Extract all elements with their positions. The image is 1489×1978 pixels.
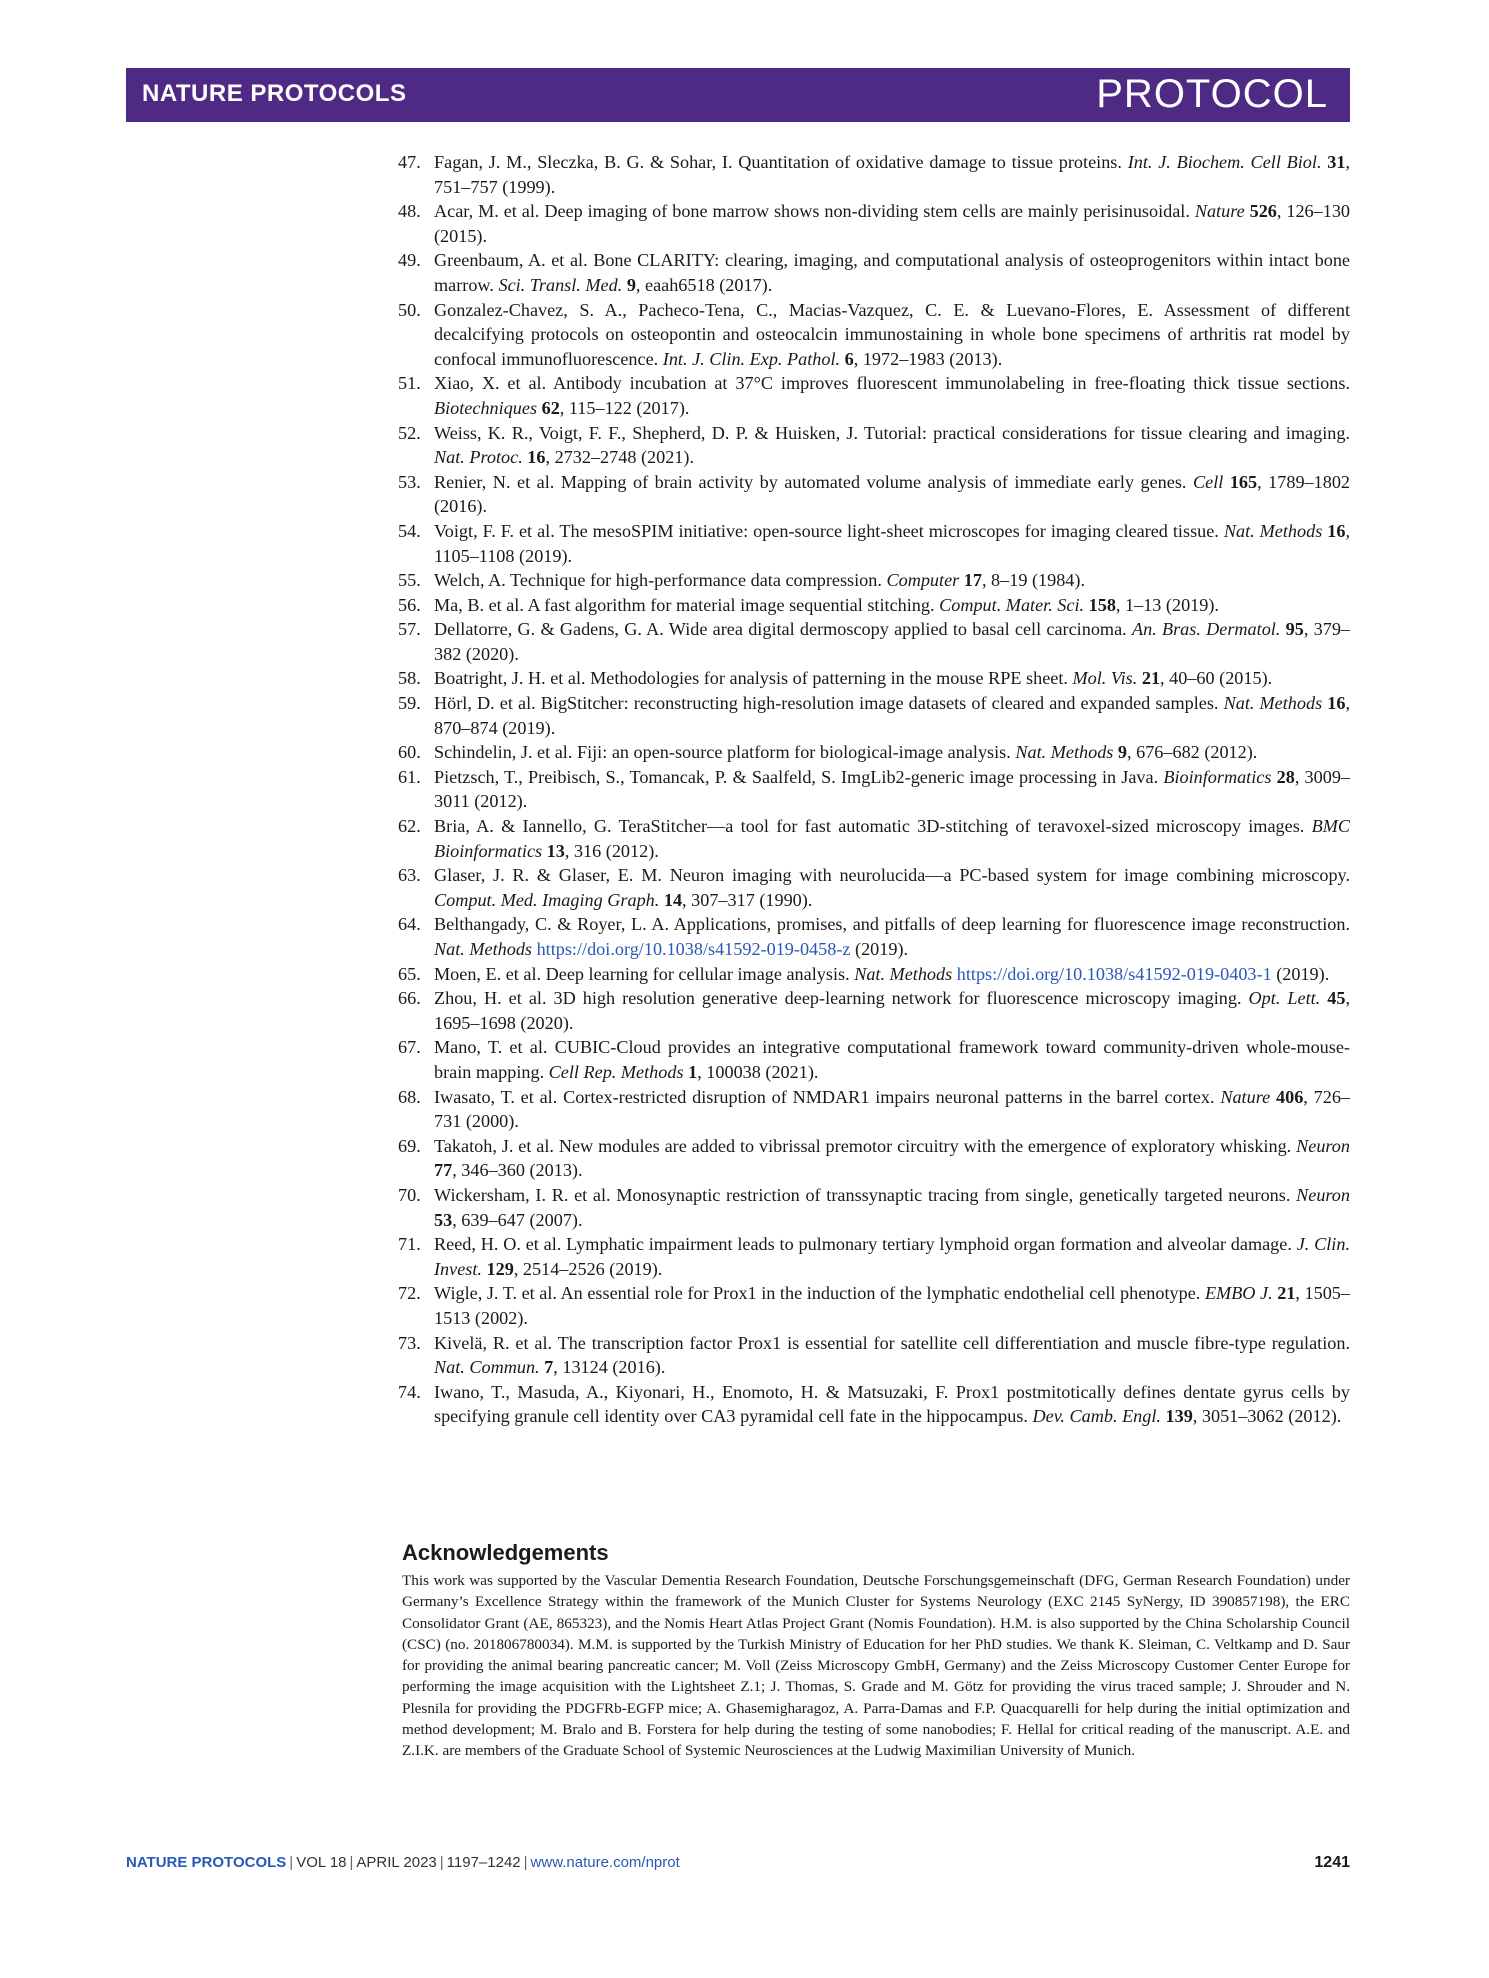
footer-journal: NATURE PROTOCOLS bbox=[126, 1854, 287, 1871]
reference-text: Dellatorre, G. & Gadens, G. A. Wide area digital dermoscopy applied to basal cell carcinoma. An. Bras. Dermatol. 95, 379–382 (2020). bbox=[434, 619, 1351, 664]
reference-item bbox=[400, 1134, 1350, 1183]
doi-link[interactable]: https://doi.org/10.1038/s41592-019-0403-1 bbox=[956, 963, 1272, 984]
reference-text: Iwasato, T. et al. Cortex-restricted disruption of NMDAR1 impairs neuronal patterns in the barrel cortex. Nature 406, 726–731 (2000). bbox=[434, 1086, 1351, 1132]
acknowledgements-body: This work was supported by the Vascular Dementia Research Foundation, Deutsche Forschungsgemeinschaft (DFG, German Research Foundation) under Germany’s Excellence Strategy within the framework of the Munich Cluster for Systems Neurology (EXC 2145 SyNergy, ID 390857198), the ERC Consolidator Grant (AE, 865323), and the Nomis Heart Atlas Project Grant (Nomis Foundation). H.M. is also supported by the China Scholarship Council (CSC) (no. 201806780034). M.M. is supported by the Turkish Ministry of Education for her PhD studies. We thank K. Sleiman, C. Veltkamp and D. Saur for providing the animal bearing pancreatic cancer; M. Voll (Zeiss Microscopy GmbH, Germany) and the Zeiss Microscopy Customer Center Europe for performing the image acquisition with the Lightsheet Z.1; J. Thomas, S. Grade and M. Götz for providing the virus traced sample; J. Shrouder and N. Plesnila for providing the PDGFRb-EGFP mice; A. Ghasemigharagoz, A. Parra-Damas and F.P. Quacquarelli for help during the initial optimization and method development; M. Bralo and B. Forstera for help during the testing of some nanobodies; F. Hellal for critical reading of the manuscript. A.E. and Z.I.K. are members of the Graduate School of Systemic Neurosciences at the Ludwig Maximilian University of Munich. bbox=[402, 1572, 1350, 1760]
reference-number: 61. bbox=[398, 766, 421, 787]
reference-item bbox=[400, 617, 1350, 666]
page-number: 1241 bbox=[1314, 1854, 1350, 1871]
reference-item bbox=[400, 1085, 1350, 1134]
reference-text: Weiss, K. R., Voigt, F. F., Shepherd, D. P. & Huisken, J. Tutorial: practical considerations for tissue clearing and imaging. Nat. Protoc. 16, 2732–2748 (2021). bbox=[434, 422, 1350, 468]
reference-text: Renier, N. et al. Mapping of brain activity by automated volume analysis of immediate early genes. Cell 165, 1789–1802 (2016). bbox=[434, 471, 1351, 517]
reference-item bbox=[400, 298, 1350, 372]
reference-text: Greenbaum, A. et al. Bone CLARITY: clearing, imaging, and computational analysis of osteoprogenitors within intact bone marrow. Sci. Transl. Med. 9, eaah6518 (2017). bbox=[434, 250, 1350, 295]
reference-number: 55. bbox=[398, 570, 421, 591]
reference-text: Xiao, X. et al. Antibody incubation at 37°C improves fluorescent immunolabeling in free-floating thick tissue sections. Biotechniques 62, 115–122 (2017). bbox=[434, 373, 1350, 418]
reference-text: Acar, M. et al. Deep imaging of bone marrow shows non-dividing stem cells are mainly perisinusoidal. Nature 526, 126–130 (2015). bbox=[434, 201, 1351, 246]
reference-item bbox=[400, 470, 1350, 519]
reference-item bbox=[400, 593, 1350, 618]
reference-number: 59. bbox=[398, 693, 421, 714]
reference-item bbox=[400, 1183, 1350, 1232]
reference-item bbox=[400, 150, 1350, 199]
reference-number: 58. bbox=[398, 668, 421, 689]
reference-text: Boatright, J. H. et al. Methodologies for analysis of patterning in the mouse RPE sheet. Mol. Vis. 21, 40–60 (2015). bbox=[434, 668, 1273, 689]
reference-item bbox=[400, 371, 1350, 420]
reference-number: 63. bbox=[398, 865, 421, 886]
reference-list bbox=[400, 150, 1350, 1429]
reference-item bbox=[400, 199, 1350, 248]
reference-item bbox=[400, 765, 1350, 814]
reference-text: Kivelä, R. et al. The transcription factor Prox1 is essential for satellite cell differentiation and muscle fibre-type regulation. Nat. Commun. 7, 13124 (2016). bbox=[434, 1332, 1350, 1378]
reference-text: Zhou, H. et al. 3D high resolution generative deep-learning network for fluorescence microscopy imaging. Opt. Lett. 45, 1695–1698 (2020). bbox=[434, 988, 1350, 1033]
reference-text: Bria, A. & Iannello, G. TeraStitcher—a tool for fast automatic 3D-stitching of teravoxel-sized microscopy images. BMC Bioinformatics 13, 316 (2012). bbox=[434, 816, 1350, 861]
journal-name: NATURE PROTOCOLS bbox=[142, 80, 407, 107]
reference-item bbox=[400, 568, 1350, 593]
reference-item bbox=[400, 740, 1350, 765]
reference-number: 54. bbox=[398, 520, 421, 541]
reference-text: Voigt, F. F. et al. The mesoSPIM initiative: open-source light-sheet microscopes for imaging cleared tissue. Nat. Methods 16, 1105–1108 (2019). bbox=[434, 520, 1350, 566]
footer-url-link[interactable]: www.nature.com/nprot bbox=[530, 1854, 680, 1871]
reference-text: Takatoh, J. et al. New modules are added to vibrissal premotor circuitry with the emergence of exploratory whisking. Neuron 77, 346–360 (2013). bbox=[434, 1135, 1350, 1181]
reference-number: 74. bbox=[398, 1381, 421, 1402]
reference-number: 49. bbox=[398, 250, 421, 271]
reference-item bbox=[400, 986, 1350, 1035]
reference-number: 51. bbox=[398, 373, 421, 394]
reference-number: 73. bbox=[398, 1332, 421, 1353]
footer-citation: NATURE PROTOCOLS | VOL 18 | APRIL 2023 | 1197–1242 | www.nature.com/nprot bbox=[126, 1854, 680, 1871]
reference-item bbox=[400, 1331, 1350, 1380]
reference-text: Wigle, J. T. et al. An essential role for Prox1 in the induction of the lymphatic endothelial cell phenotype. EMBO J. 21, 1505–1513 (2002). bbox=[434, 1283, 1350, 1328]
reference-item bbox=[400, 691, 1350, 740]
journal-banner bbox=[126, 68, 1350, 122]
acknowledgements-heading: Acknowledgements bbox=[402, 1540, 609, 1565]
reference-text: Hörl, D. et al. BigStitcher: reconstructing high-resolution image datasets of cleared and expanded samples. Nat. Methods 16, 870–874 (2019). bbox=[434, 693, 1350, 738]
reference-item bbox=[400, 1281, 1350, 1330]
reference-text: Ma, B. et al. A fast algorithm for material image sequential stitching. Comput. Mater. Sci. 158, 1–13 (2019). bbox=[434, 594, 1219, 615]
reference-text: Belthangady, C. & Royer, L. A. Applications, promises, and pitfalls of deep learning for fluorescence image reconstruction. Nat. Methods https://doi.org/10.1038/s41592-019-0458-z (2019). bbox=[434, 914, 1350, 959]
reference-number: 62. bbox=[398, 816, 421, 837]
reference-number: 47. bbox=[398, 152, 421, 172]
reference-number: 57. bbox=[398, 619, 421, 640]
reference-text: Moen, E. et al. Deep learning for cellular image analysis. Nat. Methods https://doi.org/10.1038/s41592-019-0403-1 (2019). bbox=[434, 963, 1330, 984]
reference-text: Welch, A. Technique for high-performance data compression. Computer 17, 8–19 (1984). bbox=[434, 570, 1086, 591]
reference-number: 52. bbox=[398, 422, 421, 443]
reference-text: Iwano, T., Masuda, A., Kiyonari, H., Enomoto, H. & Matsuzaki, F. Prox1 postmitotically defines dentate gyrus cells by specifying granule cell identity over CA3 pyramidal cell fate in the hippocampus. Dev. Camb. Engl. 139, 3051–3062 (2012). bbox=[434, 1381, 1350, 1427]
reference-number: 71. bbox=[398, 1234, 421, 1255]
reference-item bbox=[400, 1380, 1350, 1429]
article-type: PROTOCOL bbox=[1096, 72, 1328, 116]
doi-link[interactable]: https://doi.org/10.1038/s41592-019-0458-z bbox=[536, 939, 851, 959]
reference-text: Gonzalez-Chavez, S. A., Pacheco-Tena, C., Macias-Vazquez, C. E. & Luevano-Flores, E. Assessment of different decalcifying protocols on osteopontin and osteocalcin immunostaining in whole bone specimens of arthritis rat model by confocal immunofluorescence. Int. J. Clin. Exp. Pathol. 6, 1972–1983 (2013). bbox=[434, 299, 1350, 369]
reference-text: Wickersham, I. R. et al. Monosynaptic restriction of transsynaptic tracing from single, genetically targeted neurons. Neuron 53, 639–647 (2007). bbox=[434, 1184, 1350, 1230]
page-footer bbox=[126, 1854, 1350, 1878]
reference-text: Mano, T. et al. CUBIC-Cloud provides an integrative computational framework toward community-driven whole-mouse-brain mapping. Cell Rep. Methods 1, 100038 (2021). bbox=[434, 1037, 1350, 1082]
reference-number: 68. bbox=[398, 1086, 421, 1107]
reference-number: 56. bbox=[398, 594, 421, 615]
reference-text: Pietzsch, T., Preibisch, S., Tomancak, P. & Saalfeld, S. ImgLib2-generic image processing in Java. Bioinformatics 28, 3009–3011 (2012). bbox=[434, 766, 1351, 812]
reference-text: Schindelin, J. et al. Fiji: an open-source platform for biological-image analysis. Nat. Methods 9, 676–682 (2012). bbox=[434, 742, 1258, 763]
reference-item bbox=[400, 519, 1350, 568]
reference-text: Fagan, J. M., Sleczka, B. G. & Sohar, I. Quantitation of oxidative damage to tissue proteins. Int. J. Biochem. Cell Biol. 31, 751–757 (1999). bbox=[434, 152, 1351, 197]
reference-item bbox=[400, 248, 1350, 297]
reference-item bbox=[400, 666, 1350, 691]
footer-pages: 1197–1242 bbox=[446, 1854, 521, 1871]
reference-number: 48. bbox=[398, 201, 421, 222]
reference-number: 64. bbox=[398, 914, 421, 935]
reference-item bbox=[400, 814, 1350, 863]
reference-number: 67. bbox=[398, 1037, 421, 1058]
reference-number: 53. bbox=[398, 471, 421, 492]
reference-item bbox=[400, 863, 1350, 912]
reference-number: 65. bbox=[398, 963, 421, 984]
reference-item bbox=[400, 1035, 1350, 1084]
reference-number: 72. bbox=[398, 1283, 421, 1304]
reference-number: 60. bbox=[398, 742, 421, 763]
reference-number: 50. bbox=[398, 299, 421, 320]
reference-text: Glaser, J. R. & Glaser, E. M. Neuron imaging with neurolucida—a PC-based system for image combining microscopy. Comput. Med. Imaging Graph. 14, 307–317 (1990). bbox=[434, 865, 1350, 910]
reference-number: 70. bbox=[398, 1184, 421, 1205]
reference-item bbox=[400, 912, 1350, 961]
footer-volume: VOL 18 bbox=[296, 1854, 347, 1871]
reference-text: Reed, H. O. et al. Lymphatic impairment leads to pulmonary tertiary lymphoid organ formation and alveolar damage. J. Clin. Invest. 129, 2514–2526 (2019). bbox=[434, 1234, 1350, 1279]
reference-item bbox=[400, 962, 1350, 987]
reference-item bbox=[400, 421, 1350, 470]
reference-number: 66. bbox=[398, 988, 421, 1009]
reference-item bbox=[400, 1232, 1350, 1281]
footer-date: APRIL 2023 bbox=[356, 1854, 437, 1871]
reference-number: 69. bbox=[398, 1135, 421, 1156]
